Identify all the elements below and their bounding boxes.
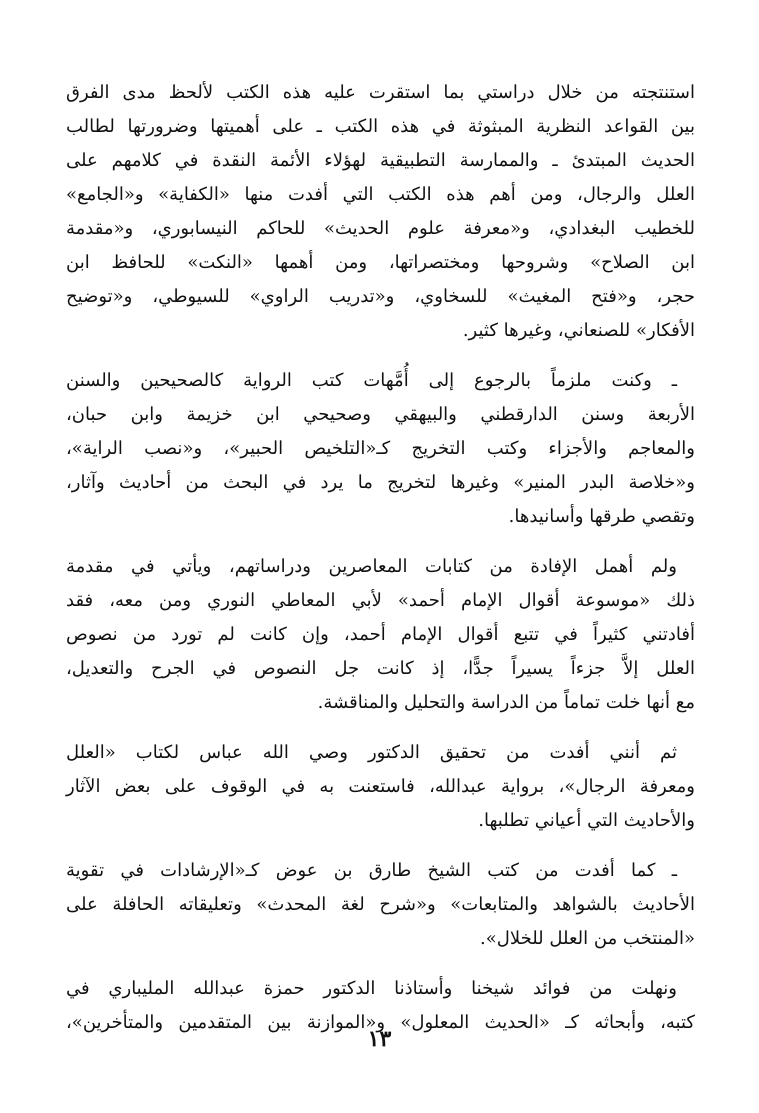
paragraph-line: العلل إلاَّ جزءاً يسيراً جدًّا، إذ كانت جل النصوص في الجرح والتعديل،: [66, 658, 695, 679]
paragraph-line: حجر، و«فتح المغيث» للسخاوي، و«تدريب الراوي» للسيوطي، و«توضيح: [66, 286, 695, 307]
paragraph-line: ـ وكنت ملزماً بالرجوع إلى أُمَّهات كتب الرواية كالصحيحين والسنن: [66, 370, 677, 391]
paragraph-line: كتبه، وأبحاثه كـ «الحديث المعلول» و«الموازنة بين المتقدمين والمتأخرين»،: [66, 1012, 695, 1033]
paragraph-line: ثم أنني أفدت من تحقيق الدكتور وصي الله عباس لكتاب «العلل: [66, 742, 677, 763]
paragraph-line: مع أنها خلت تماماً من الدراسة والتحليل والمناقشة.: [317, 692, 695, 713]
paragraph-4: [66, 736, 695, 838]
paragraph-3: [66, 550, 695, 720]
paragraph-line: الحديث المبتدئ ـ والممارسة التطبيقية لهؤلاء الأئمة النقدة في كلامهم على: [66, 150, 695, 171]
paragraph-line: ـ كما أفدت من كتب الشيخ طارق بن عوض كـ«الإرشادات في تقوية: [66, 860, 677, 881]
paragraph-line: و«خلاصة البدر المنير» وغيرها لتخريج ما يرد في البحث من أحاديث وآثار،: [66, 472, 695, 493]
paragraph-line: وتقصي طرقها وأسانيدها.: [508, 506, 695, 527]
paragraph-line: ولم أهمل الإفادة من كتابات المعاصرين ودراساتهم، ويأتي في مقدمة: [66, 556, 677, 577]
paragraph-line: والأحاديث التي أعياني تطلبها.: [478, 810, 695, 831]
paragraph-line: ونهلت من فوائد شيخنا وأستاذنا الدكتور حمزة عبدالله المليباري في: [66, 978, 677, 999]
paragraph-line: أفادتني كثيراً في تتبع أقوال الإمام أحمد، وإن كانت لم تورد من نصوص: [66, 624, 695, 645]
paragraph-line: العلل والرجال، ومن أهم هذه الكتب التي أفدت منها «الكفاية» و«الجامع»: [66, 184, 695, 205]
paragraph-line: ذلك «موسوعة أقوال الإمام أحمد» لأبي المعاطي النوري ومن معه، فقد: [66, 590, 695, 611]
paragraph-line: للخطيب البغدادي، و«معرفة علوم الحديث» للحاكم النيسابوري، و«مقدمة: [66, 218, 695, 239]
paragraph-line: ابن الصلاح» وشروحها ومختصراتها، ومن أهمها «النكت» للحافظ ابن: [66, 252, 695, 273]
paragraph-line: «المنتخب من العلل للخلال».: [480, 928, 695, 949]
paragraph-5: [66, 854, 695, 956]
page-number: ١٣: [367, 1026, 392, 1052]
paragraph-1: [66, 76, 695, 348]
paragraph-line: ومعرفة الرجال»، برواية عبدالله، فاستعنت به في الوقوف على بعض الآثار: [66, 776, 695, 797]
page-body: [66, 76, 695, 1040]
paragraph-line: بين القواعد النظرية المبثوثة في هذه الكتب ـ على أهميتها وضرورتها لطالب: [66, 116, 695, 137]
paragraph-line: والمعاجم والأجزاء وكتب التخريج كـ«التلخيص الحبير»، و«نصب الراية»،: [66, 438, 695, 459]
paragraph-line: استنتجته من خلال دراستي بما استقرت عليه هذه الكتب لألحظ مدى الفرق: [66, 82, 695, 103]
paragraph-line: الأربعة وسنن الدارقطني والبيهقي وصحيحي ابن خزيمة وابن حبان،: [66, 404, 695, 425]
paragraph-line: الأحاديث بالشواهد والمتابعات» و«شرح لغة المحدث» وتعليقاته الحافلة على: [66, 894, 695, 915]
paragraph-2: [66, 364, 695, 534]
paragraph-line: الأفكار» للصنعاني، وغيرها كثير.: [462, 320, 695, 341]
